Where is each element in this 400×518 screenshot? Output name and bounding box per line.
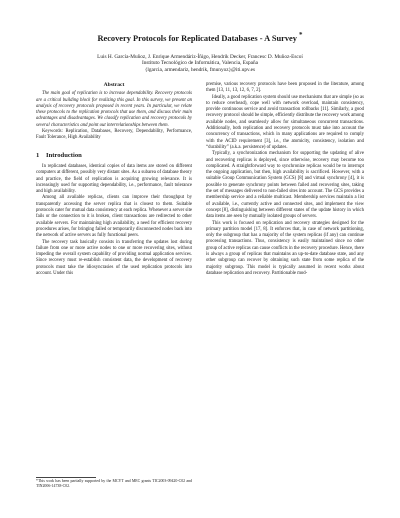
right-paragraph-2: Ideally, a good replication system should use mechanisms that are simple (so as to reduce overhead), cope well with network overload, maintain consistency, provide continuous service and avoid transaction rollbacks [11]. Similarly, a good recovery protocol should be simple, efficiently distribute the recovery work among available nodes, and seamlessly allow for simultaneous concurrent transactions. Additionally, both replication and recovery protocols must take into account the concurrency of transactions, which in many applications are required to comply with the ACID requirement [3], i.e., the atomicity, consistency, isolation and “durability” (a.k.a. persistence) of updates. — [206, 94, 364, 150]
abstract-heading: Abstract — [103, 82, 125, 88]
right-paragraph-4: This work is focused on replication and recovery strategies designed for the primary partition model [17, 8]. It enforces that, in case of network partitioning, only the subgroup that has a majority of the system replicas (if any) can continue processing transactions. Thus, consistency is easily maintained since no other group of active replicas can cause conflicts in the recovery procedure. Hence, there is always a group of replicas that maintains an up-to-date database state, and any other subgroup can recover by obtaining such state from some replica of the majority subgroup. This model is typically assumed in recent works about database replication and recovery. Partitionable mod- — [206, 220, 364, 276]
intro-paragraph-1: In replicated databases, identical copies of data items are stored on different computers at different, possibly very distant sites. As a subarea of database theory and practice, the field of replication is acquiring growing relevance. It is increasingly used for supporting dependability, i.e., performance, fault tolerance and high availability. — [36, 163, 192, 195]
intro-paragraph-3: The recovery task basically consists in transferring the updates lost during failure from one or more active nodes to one or more recovering sites, without impeding the overall system capability of providing normal application services. Since recovery must re-establish consistent data, the development of recovery protocols must take the idiosyncrasies of the used replication protocols into account. Under this — [36, 239, 192, 277]
author-block — [0, 54, 400, 74]
authors-line: Luis H. García-Muñoz, J. Enrique Armendáriz-Íñigo, Hendrik Decker, Francesc D. Muñoz-Escoí — [97, 53, 303, 60]
abstract-text: The main goal of replication is to increase dependability. Recovery protocols are a critical building block for realizing this goal. In this survey, we present an analysis of recovery protocols proposed in recent years. In particular, we relate these protocols to the replication protocols that use them, and discuss their main advantages and disadvantages. We classify replication and recovery protocols by several characteristics and point out interrelationships between them. — [36, 91, 192, 128]
footnote-rule — [36, 477, 96, 478]
paper-header — [0, 30, 400, 74]
right-column — [206, 82, 364, 492]
title-footnote-mark: * — [299, 31, 303, 39]
intro-paragraph-2: Among all available replicas, clients can improve their throughput by transparently accessing the server replica that is closest to them. Suitable protocols cater for mutual data consistency at each replica. Whenever a server site fails or the connection to it is broken, client transactions are redirected to other available servers. For maintaining high availability, a need for efficient recovery procedures arises, for bringing failed or temporarily disconnected nodes back into the network of active servers as fully functional peers. — [36, 195, 192, 239]
section-title: Introduction — [46, 151, 82, 159]
keywords: Keywords: Replication, Databases, Recovery, Dependability, Performance, Fault Tolerance, High Availability — [36, 129, 192, 141]
affiliation: Instituto Tecnológico de Informática, Valencia, España — [141, 60, 259, 67]
section-number: 1 — [36, 151, 40, 159]
left-column — [36, 82, 192, 492]
emails: {lgarcia, armendariz, hendrik, fmunyoz}@iti.upv.es — [144, 66, 256, 73]
right-paragraph-3: Typically, a synchronization mechanism for supporting the updating of alive and recovering replicas is deployed, since otherwise, recovery may become too complicated. A straightforward way to synchronize replicas would be to interrupt the ongoing application, but then, high availability is sacrificed. However, with a suitable Group Communication System (GCS) [8] and virtual synchrony [4], it is possible to generate synchrony points between failed and recovering sites, taking the set of messages delivered to non-failed sites into account. The GCS provides a membership service and a reliable multicast. Membership services maintain a list of available, i.e., currently active and connected sites, and implement the view concept [8], distinguishing between different states of the update history in which data items are seen by mutually isolated groups of servers. — [206, 151, 364, 220]
title-text: Recovery Protocols for Replicated Databases - A Survey — [97, 33, 297, 43]
right-paragraph-1: premise, various recovery protocols have been proposed in the literature, among them [13, 11, 13, 12, 6, 7, 2]. — [206, 82, 364, 94]
footnote: *This work has been partially supported by the MCYT and MEC grants TIC2003-09420-C02 and TIN2006-14738-C02. — [36, 479, 192, 488]
paper-title — [0, 30, 400, 44]
section-heading — [36, 153, 192, 159]
